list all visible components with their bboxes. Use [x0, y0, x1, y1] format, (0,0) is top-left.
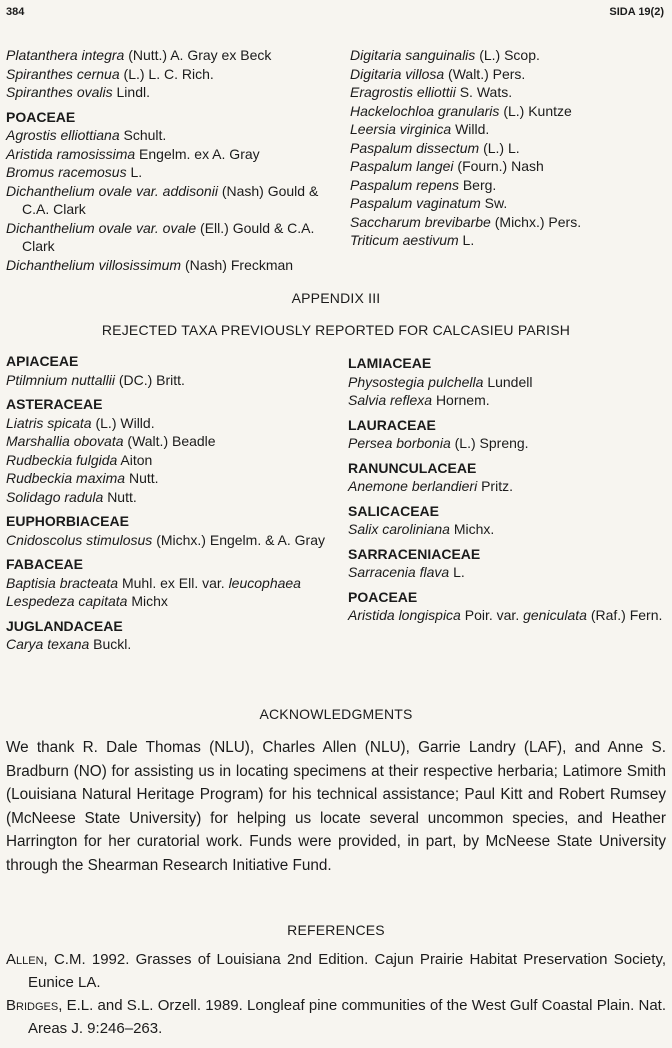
species-authority: Aiton [120, 451, 153, 468]
species-authority: Michx. [453, 521, 495, 537]
species-name: Paspalum langei [350, 158, 454, 174]
species-name: Spiranthes ovalis [6, 84, 113, 100]
rejected-taxa-title: REJECTED TAXA PREVIOUSLY REPORTED FOR CALCASIEU PARISH [101, 322, 571, 338]
species-authority: (DC.) Britt. [118, 371, 185, 388]
species-name: Hackelochloa granularis [350, 102, 500, 119]
species-entry [6, 371, 336, 390]
species-authority: Michx [131, 593, 168, 609]
species-name: Rudbeckia fulgida [6, 451, 118, 468]
family-heading: FABACEAE [6, 556, 84, 572]
species-entry [6, 414, 336, 433]
species-name: Salix caroliniana [348, 521, 450, 537]
species-name: Paspalum repens [350, 176, 459, 193]
species-entry [6, 182, 336, 219]
species-name: Dichanthelium ovale var. addisonii [6, 182, 218, 199]
species-authority: L. [453, 564, 465, 580]
species-entry [350, 194, 666, 213]
species-authority: (L.) Willd. [95, 414, 155, 431]
species-entry [6, 145, 336, 164]
species-entry [6, 65, 336, 84]
journal-running-head: SIDA 19(2) [609, 6, 664, 18]
species-name: Salvia reflexa [348, 392, 433, 408]
species-authority: (L.) Spreng. [454, 435, 529, 451]
species-name: Digitaria sanguinalis [350, 47, 476, 63]
species-entry [350, 176, 666, 195]
species-name: Persea borbonia [348, 435, 451, 451]
family-heading: EUPHORBIACEAE [6, 513, 129, 529]
family-heading: APIACEAE [6, 353, 79, 369]
species-entry [348, 373, 666, 392]
species-entry [348, 391, 666, 410]
reference-text: , C.M. 1992. Grasses of Louisiana 2nd Edition. Cajun Prairie Habitat Preservation Society, Eunice LA. [28, 951, 666, 991]
references-list [6, 948, 666, 1040]
family-heading: ASTERACEAE [6, 396, 103, 412]
species-authority: L. [462, 232, 475, 248]
family-heading: SARRACENIACEAE [348, 545, 481, 562]
species-entry [350, 120, 666, 139]
species-authority: (L.) L. C. Rich. [123, 65, 214, 82]
species-entry [6, 469, 336, 488]
species-authority: Engelm. ex A. Gray [139, 145, 260, 162]
species-entry [350, 231, 666, 250]
species-authority: (L.) L. [483, 139, 520, 156]
species-name: Cnidoscolus stimulosus [6, 531, 153, 548]
species-name: Aristida ramosissima [6, 145, 136, 162]
variety-name: leucophaea [228, 574, 301, 591]
species-authority: (L.) Kuntze [503, 102, 572, 119]
species-authority: Schult. [123, 127, 167, 143]
species-authority: Poir. var. [464, 607, 520, 623]
species-entry [348, 434, 666, 453]
species-name: Solidago radula [6, 488, 104, 505]
species-entry [350, 46, 666, 65]
species-name: Dichanthelium ovale var. ovale [6, 219, 197, 236]
species-entry [6, 46, 336, 65]
species-authority: (Michx.) Engelm. & A. Gray [156, 531, 326, 548]
species-entry [348, 606, 666, 625]
species-authority: Pritz. [481, 478, 513, 494]
species-name: Digitaria villosa [350, 65, 445, 82]
species-list-top-right [350, 46, 666, 250]
species-entry [350, 65, 666, 84]
species-authority: S. Wats. [459, 84, 513, 100]
species-authority: Muhl. ex Ell. var. [121, 574, 225, 591]
species-name: Eragrostis elliottii [350, 84, 456, 100]
acknowledgments-paragraph: We thank R. Dale Thomas (NLU), Charles Allen (NLU), Garrie Landry (LAF), and Anne S. Bradburn (NO) for assisting us in locating specimens at their respective herbaria; Latimore Smith (Louisiana Natural Heritage Program) for his technical assistance; Paul Kitt and Robert Rumsey (McNeese State University) for helping us locate several uncommon species, and Heather Harrington for her curatorial work. Funds were provided, in part, by McNeese State University through the Shearman Research Initiative Fund. [6, 739, 666, 874]
species-entry [6, 83, 336, 102]
species-entry [6, 451, 336, 470]
species-name: Liatris spicata [6, 414, 92, 431]
family-heading: JUGLANDACEAE [6, 617, 123, 634]
species-authority: Sw. [484, 195, 508, 211]
appendix-title: APPENDIX III [291, 290, 381, 306]
species-name: Dichanthelium villosissimum [6, 256, 182, 273]
species-entry [6, 592, 336, 611]
species-authority: Berg. [462, 176, 497, 193]
variety-authority: (Raf.) Fern. [590, 607, 663, 623]
species-name: Anemone berlandieri [348, 478, 478, 494]
species-authority: Hornem. [435, 392, 490, 408]
species-authority: (Michx.) Pers. [494, 213, 582, 230]
reference-text: , E.L. and S.L. Orzell. 1989. Longleaf pine communities of the West Gulf Coastal Plain. Nat. Areas J. 9:246–263. [28, 997, 666, 1037]
species-entry [348, 520, 666, 539]
species-entry [6, 488, 336, 507]
species-entry [350, 213, 666, 232]
species-authority: (Nutt.) A. Gray ex Beck [128, 47, 272, 63]
species-authority: Willd. [455, 121, 490, 137]
reference-author: Allen [6, 951, 44, 968]
species-authority: Nutt. [128, 470, 159, 486]
species-name: Baptisia bracteata [6, 574, 119, 591]
family-heading: POACEAE [6, 108, 76, 125]
species-entry [350, 83, 666, 102]
species-entry [350, 139, 666, 158]
rejected-list-right [348, 354, 666, 625]
species-authority: Lindl. [116, 84, 150, 100]
species-entry [6, 126, 336, 145]
species-authority: Lundell [487, 373, 533, 390]
reference-item [6, 948, 666, 994]
species-name: Saccharum brevibarbe [350, 213, 491, 230]
species-entry [6, 256, 336, 275]
species-name: Ptilmnium nuttallii [6, 371, 115, 388]
species-authority: (Walt.) Beadle [127, 433, 216, 449]
species-name: Spiranthes cernua [6, 65, 120, 82]
page-number: 384 [6, 6, 25, 18]
species-name: Triticum aestivum [350, 232, 459, 248]
species-entry [6, 432, 336, 451]
species-name: Physostegia pulchella [348, 373, 484, 390]
species-name: Bromus racemosus [6, 164, 127, 180]
species-entry [350, 157, 666, 176]
reference-author: Bridges [6, 997, 59, 1014]
species-authority: (L.) Scop. [479, 47, 540, 63]
species-authority: (Nash) Freckman [184, 256, 294, 273]
species-authority: Nutt. [107, 488, 137, 505]
family-heading: RANUNCULACEAE [348, 459, 477, 476]
species-entry [6, 574, 336, 593]
family-heading: POACEAE [348, 588, 418, 605]
family-heading: LAMIACEAE [348, 355, 432, 371]
family-heading: SALICACEAE [348, 502, 440, 519]
acknowledgments-heading: ACKNOWLEDGMENTS [259, 706, 413, 722]
species-entry [6, 635, 336, 654]
species-name: Platanthera integra [6, 47, 125, 63]
species-authority: (Nash) Gould & C.A. Clark [22, 182, 319, 217]
species-name: Rudbeckia maxima [6, 470, 126, 486]
species-authority: L. [130, 164, 143, 180]
species-entry [348, 563, 666, 582]
species-entry [350, 102, 666, 121]
species-list-top-left [6, 46, 336, 274]
species-name: Agrostis elliottiana [6, 127, 120, 143]
species-name: Aristida longispica [348, 607, 461, 623]
species-entry [6, 219, 336, 256]
references-heading: REFERENCES [287, 922, 385, 938]
species-name: Paspalum vaginatum [350, 195, 481, 211]
reference-item [6, 994, 666, 1040]
species-name: Lespedeza capitata [6, 593, 128, 609]
species-authority: (Fourn.) Nash [457, 158, 544, 174]
species-entry [6, 163, 336, 182]
species-authority: (Ell.) Gould & C.A. Clark [22, 219, 315, 254]
rejected-list-left [6, 352, 336, 654]
variety-name: geniculata [523, 607, 587, 623]
species-name: Paspalum dissectum [350, 139, 480, 156]
species-entry [6, 531, 336, 550]
species-name: Sarracenia flava [348, 564, 450, 580]
species-name: Carya texana [6, 636, 90, 652]
species-authority: Buckl. [93, 636, 132, 652]
species-name: Leersia virginica [350, 121, 452, 137]
species-authority: (Walt.) Pers. [448, 65, 526, 82]
species-name: Marshallia obovata [6, 433, 124, 449]
family-heading: LAURACEAE [348, 416, 436, 433]
species-entry [348, 477, 666, 496]
